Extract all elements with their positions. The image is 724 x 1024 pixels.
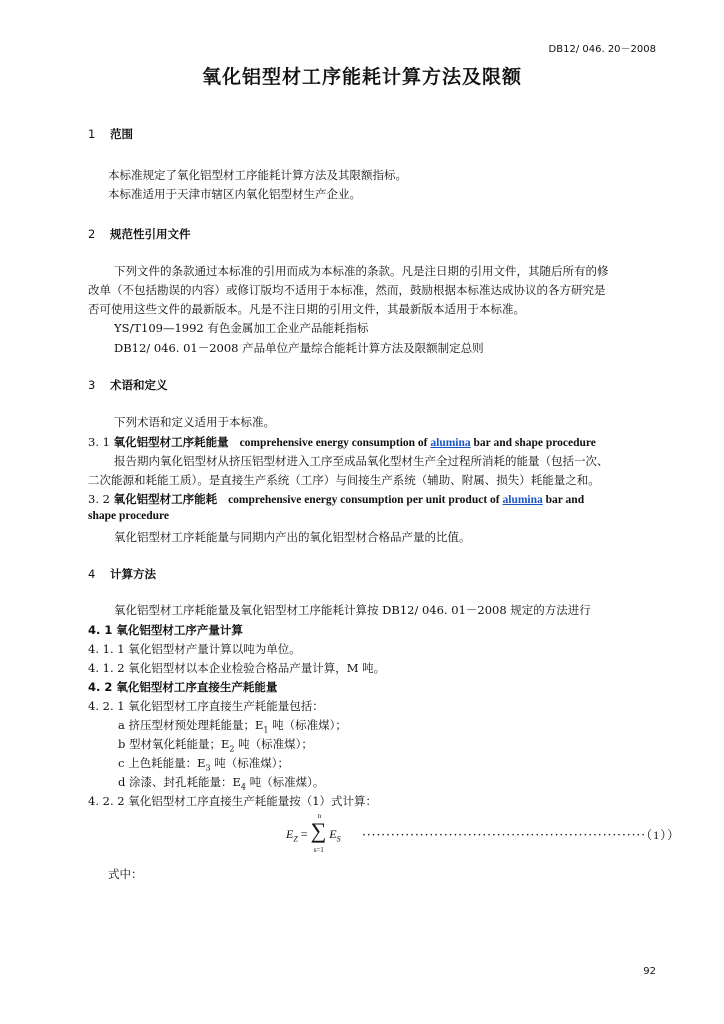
leader-dots: ··························································· [362,828,647,842]
section-2-heading [88,226,191,242]
subscript: Z [293,834,298,844]
item-text: c 上色耗能量：E [118,756,206,770]
term-3-2 [88,491,584,507]
subscript: 2 [229,744,235,754]
clause: 4. 2. 2 氧化铝型材工序直接生产耗能量按（1）式计算： [88,794,378,808]
list-item [118,717,347,734]
section-number: 3 [88,378,96,392]
reference-item: DB12/ 046. 01－2008 产品单位产量综合能耗计算方法及限额制定总则 [114,341,484,355]
paragraph: 否可使用这些文件的最新版本。凡是不注日期的引用文件，其最新版本适用于本标准。 [88,302,525,316]
sigma-glyph: ∑ [310,818,327,843]
paragraph: 二次能源和耗能工质）。是直接生产系统（工序）与间接生产系统（辅助、附属、损失）耗能量之和。 [88,473,600,487]
sum-symbol [310,812,327,854]
term-number: 3. 1 [88,435,110,449]
formula-symbol: E [329,827,337,841]
term-number: 3. 2 [88,492,110,506]
item-text: a 挤压型材预处理耗能量；E [118,718,264,732]
reference-item: YS/T109—1992 有色金属加工企业产品能耗指标 [114,321,369,335]
sum-upper-limit: n [317,812,322,820]
page-number: 92 [643,966,656,977]
term-chinese: 氧化铝型材工序耗能量 [113,435,229,449]
section-number: 2 [88,227,96,241]
standard-number: DB12/ 046. 20－2008 [548,44,656,55]
sum-lower-limit: s=1 [313,846,324,854]
subsection-heading: 4. 1 氧化铝型材工序产量计算 [88,623,243,637]
subscript: S [336,834,341,844]
section-number: 1 [88,127,96,141]
subscript: 4 [240,782,247,792]
section-1-heading [88,126,133,142]
section-4-heading [88,566,156,582]
section-title: 术语和定义 [110,378,168,392]
section-title: 计算方法 [110,567,156,581]
formula-leader-dots [362,826,680,843]
document-title: 氧化铝型材工序能耗计算方法及限额 [201,66,522,88]
formula-1 [286,812,341,854]
section-title: 规范性引用文件 [110,227,191,241]
paragraph: 改单（不包括勘误的内容）或修订版均不适用于本标准，然而，鼓励根据本标准达成协议的各方研究是 [88,283,606,297]
term-link[interactable]: alumina [502,494,543,506]
term-english: bar and [542,494,585,506]
item-unit: 吨（标准煤）； [234,737,313,751]
clause: 4. 1. 2 氧化铝型材以本企业检验合格品产量计算，M 吨。 [88,661,386,675]
paragraph: 本标准规定了氧化铝型材工序能耗计算方法及其限额指标。 [108,168,407,182]
section-number: 4 [88,567,96,581]
paragraph: 氧化铝型材工序耗能量及氧化铝型材工序能耗计算按 DB12/ 046. 01－2008 规定的方法进行 [114,603,591,617]
clause: 4. 2. 1 氧化铝型材工序直接生产耗能量包括： [88,699,324,713]
term-chinese: 氧化铝型材工序能耗 [113,492,218,506]
item-unit: 吨（标准煤）； [210,756,289,770]
term-english: comprehensive energy consumption of [239,437,431,449]
subscript: 1 [263,725,269,735]
section-3-heading [88,377,168,393]
item-text: d 涂漆、封孔耗能量：E [118,775,241,789]
equation-number: （1）） [646,828,681,842]
formula-symbol: E [286,827,294,841]
term-english: comprehensive energy consumption per unit product of [228,494,503,506]
list-item [118,774,324,791]
paragraph: 式中： [108,867,143,881]
paragraph: 下列文件的条款通过本标准的引用而成为本标准的条款。凡是注日期的引用文件，其随后所有的修 [114,264,609,278]
paragraph: 报告期内氧化铝型材从挤压铝型材进入工序至成品氧化型材生产全过程所消耗的能量（包括一次、 [114,454,609,468]
equals-sign: = [297,827,311,841]
paragraph: 本标准适用于天津市辖区内氧化铝型材生产企业。 [108,187,361,201]
section-title: 范围 [110,127,133,141]
clause: 4. 1. 1 氧化铝型材产量计算以吨为单位。 [88,642,301,656]
list-item [118,736,313,753]
item-unit: 吨（标准煤）； [268,718,347,732]
subsection-heading: 4. 2 氧化铝型材工序直接生产耗能量 [88,680,278,694]
term-english: bar and shape procedure [470,437,596,449]
item-unit: 吨（标准煤）。 [246,775,325,789]
item-text: b 型材氧化耗能量；E [118,737,230,751]
term-english: shape procedure [88,510,170,522]
paragraph: 氧化铝型材工序耗能量与同期内产出的氧化铝型材合格品产量的比值。 [114,530,471,544]
term-3-1 [88,434,596,450]
paragraph: 下列术语和定义适用于本标准。 [114,415,275,429]
list-item [118,755,289,772]
subscript: 3 [205,763,211,773]
term-link[interactable]: alumina [430,437,471,449]
